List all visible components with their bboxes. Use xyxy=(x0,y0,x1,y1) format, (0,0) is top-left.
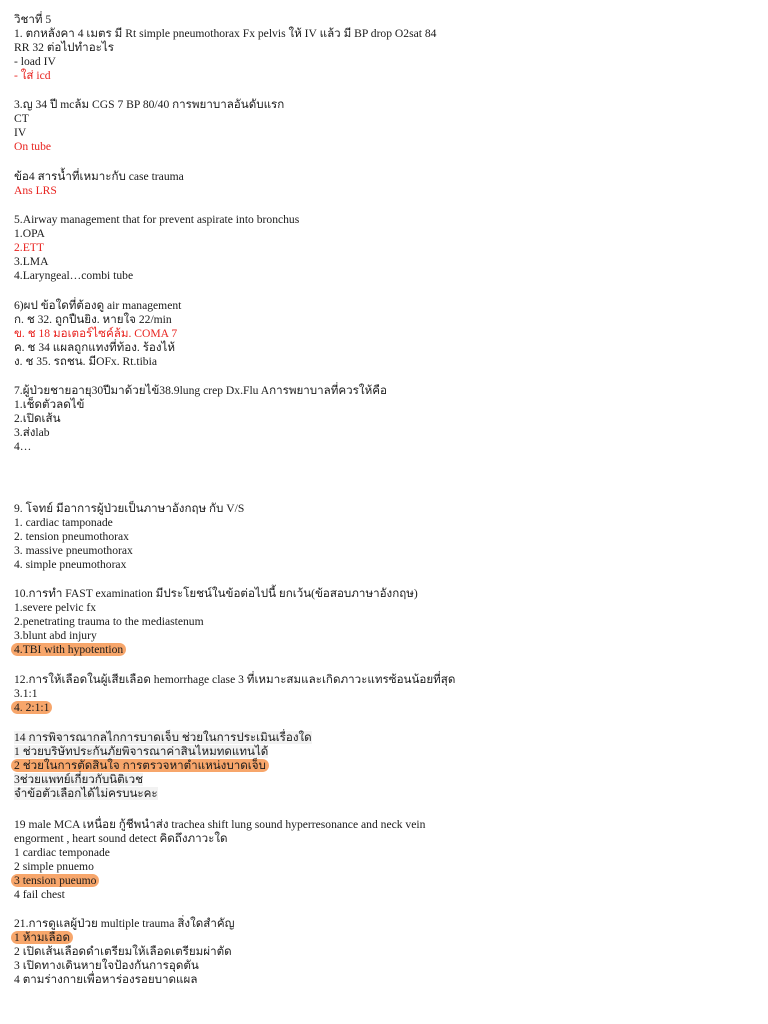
document-line xyxy=(14,69,51,83)
document-line xyxy=(14,846,110,860)
document-line-text: 19 male MCA เหนื่อย กู้ชีพนำส่ง trachea shift lung sound hyperresonance and neck vein xyxy=(14,818,426,831)
document-line xyxy=(14,440,31,454)
document-line xyxy=(14,227,45,241)
document-line-text: CT xyxy=(14,112,29,125)
document-line xyxy=(14,687,38,701)
document-line-text: 10.การทำ FAST examination มีประโยชน์ในข้อต่อไปนี้ ยกเว้น(ข้อสอบภาษาอังกฤษ) xyxy=(14,587,418,600)
document-line xyxy=(14,213,299,227)
document-line-text: 12.การให้เลือดในผู้เสียเลือด hemorrhage clase 3 ที่เหมาะสมและเกิดภาวะแทรซ้อนน้อยที่สุด xyxy=(14,673,456,686)
document-line-text: 14 การพิจารณากลไกการบาดเจ็บ ช่วยในการประเมินเรื่องใด xyxy=(14,731,312,744)
document-line xyxy=(14,170,184,184)
document-line-text: - load IV xyxy=(14,55,56,68)
document-line-text: 9. โจทย์ มีอาการผู้ป่วยเป็นภาษาอังกฤษ กับ V/S xyxy=(14,502,245,515)
document-line-text: 3.ญ 34 ปี mcล้ม CGS 7 BP 80/40 การพยาบาลอันดับแรก xyxy=(14,98,285,111)
document-line-text: 2. tension pneumothorax xyxy=(14,530,129,543)
document-line xyxy=(14,269,133,283)
document-line xyxy=(14,255,48,269)
document-line xyxy=(14,745,268,759)
document-line-text: 3. massive pneumothorax xyxy=(14,544,133,557)
document-line xyxy=(14,787,158,801)
document-line xyxy=(14,773,143,787)
document-line xyxy=(14,241,44,255)
document-line xyxy=(14,398,85,412)
document-line xyxy=(14,502,244,516)
document-line xyxy=(14,673,455,687)
document-line xyxy=(14,55,56,69)
document-line xyxy=(14,874,99,888)
document-line-text: ข้อ4 สารน้ำที่เหมาะกับ case trauma xyxy=(14,170,184,183)
document-line-text: 1. cardiac tamponade xyxy=(14,516,113,529)
document-line xyxy=(14,112,29,126)
document-line-text: 5.Airway management that for prevent aspirate into bronchus xyxy=(14,213,300,226)
document-title: วิชาที่ 5 xyxy=(14,13,52,26)
document-line-text: ข. ช 18 มอเตอร์ไซค์ล้ม. COMA 7 xyxy=(14,327,178,340)
document-line-text: IV xyxy=(14,126,27,139)
document-line-text: On tube xyxy=(14,140,52,153)
document-line xyxy=(14,945,232,959)
document-line-text: 1 ช่วยบริษัทประกันภัยพิจารณาค่าสินไหมทดแทนได้ xyxy=(14,745,269,758)
highlighted-answer: 1 ห้ามเลือด xyxy=(11,931,73,944)
document-line xyxy=(14,643,126,657)
document-line xyxy=(14,558,126,572)
document-line xyxy=(14,917,235,931)
document-line xyxy=(14,27,436,41)
document-line-text: จำข้อตัวเลือกได้ไม่ครบนะคะ xyxy=(14,787,158,800)
document-line xyxy=(14,384,387,398)
document-line xyxy=(14,412,61,426)
document-line-text: 3 เปิดทางเดินหายใจป้องกันการอุดตัน xyxy=(14,959,199,972)
highlighted-answer: 3 tension pueumo xyxy=(11,874,99,887)
document-line xyxy=(14,530,129,544)
document-line-text: 7.ผู้ป่วยชายอายุ30ปีมาด้วยไข้38.9lung crep Dx.Flu Aการพยาบาลที่ควรให้คือ xyxy=(14,384,387,397)
document-line-text: 21.การดูแลผู้ป่วย multiple trauma สิ่งใดสำคัญ xyxy=(14,917,235,930)
document-line xyxy=(14,184,57,198)
document-line-text: 1. ตกหลังคา 4 เมตร มี Rt simple pneumothorax Fx pelvis ให้ IV แล้ว มี BP drop O2sat 84 xyxy=(14,27,437,40)
document-line xyxy=(14,832,228,846)
document-line-text: ก. ช 32. ถูกปืนยิง. หายใจ 22/min xyxy=(14,313,172,326)
document-line-text: 3.blunt abd injury xyxy=(14,629,97,642)
document-line-text: 4. simple pneumothorax xyxy=(14,558,127,571)
document-line-text: 1.OPA xyxy=(14,227,45,240)
document-line xyxy=(14,601,96,615)
document-line xyxy=(14,426,50,440)
document-line xyxy=(14,299,181,313)
document-line-text: 2.เปิดเส้น xyxy=(14,412,61,425)
document-line xyxy=(14,355,157,369)
document-line-text: - ใส่ icd xyxy=(14,69,51,82)
document-line-text: 2 เปิดเส้นเลือดดำเตรียมให้เลือดเตรียมผ่าตัด xyxy=(14,945,232,958)
document-line xyxy=(14,931,73,945)
document-line xyxy=(14,759,269,773)
document-line-text: ง. ช 35. รถชน. มีOFx. Rt.tibia xyxy=(14,355,157,368)
highlighted-answer: 4. 2:1:1 xyxy=(11,701,52,714)
document-line-text: 1.severe pelvic fx xyxy=(14,601,97,614)
document-line xyxy=(14,860,94,874)
document-line-text: ค. ช 34 แผลถูกแทงที่ท้อง. ร้องไห้ xyxy=(14,341,176,354)
document-line-text: 4 ตามร่างกายเพื่อหาร่องรอยบาดแผล xyxy=(14,973,198,986)
document-line-text: 6)ผป ข้อใดที่ต้องดู air management xyxy=(14,299,182,312)
document-line-text: 3ช่วยแพทย์เกี่ยวกับนิติเวช xyxy=(14,773,143,786)
document-line-text: engorment , heart sound detect คิดถึงภาวะใด xyxy=(14,832,228,845)
document-line-text: 2 simple pnuemo xyxy=(14,860,94,873)
document-line-text: 1.เช็ดตัวลดไข้ xyxy=(14,398,85,411)
document-line-text: 3.ส่งlab xyxy=(14,426,50,439)
document-line-text: 4.Laryngeal…combi tube xyxy=(14,269,134,282)
document-line-text: 2.ETT xyxy=(14,241,44,254)
document-line xyxy=(14,98,284,112)
document-line xyxy=(14,818,425,832)
document-line-text: 3.LMA xyxy=(14,255,49,268)
document-line xyxy=(14,959,199,973)
document-line xyxy=(14,701,52,715)
document-line xyxy=(14,140,51,154)
document-line xyxy=(14,126,26,140)
highlighted-answer: 2 ช่วยในการตัดสินใจ การตรวจหาตำแหน่งบาดเจ็บ xyxy=(11,759,269,772)
document-line xyxy=(14,973,197,987)
document-line-text: RR 32 ต่อไปทำอะไร xyxy=(14,41,114,54)
document-line-text: 2.penetrating trauma to the mediastenum xyxy=(14,615,204,628)
document-line-text: 3.1:1 xyxy=(14,687,38,700)
document-line-text: 4 fail chest xyxy=(14,888,65,901)
document-line-text: 1 cardiac temponade xyxy=(14,846,110,859)
document-line xyxy=(14,615,204,629)
document-line-text: Ans LRS xyxy=(14,184,57,197)
document-line xyxy=(14,327,177,341)
document-line xyxy=(14,888,65,902)
document-line xyxy=(14,313,172,327)
document-line xyxy=(14,41,114,55)
document-line xyxy=(14,544,133,558)
document-line xyxy=(14,629,97,643)
highlighted-answer: 4.TBI with hypotention xyxy=(11,643,126,656)
document-line xyxy=(14,731,312,745)
document-line xyxy=(14,341,175,355)
document-line xyxy=(14,516,113,530)
document-line xyxy=(14,587,418,601)
document-line-text: 4… xyxy=(14,440,32,453)
